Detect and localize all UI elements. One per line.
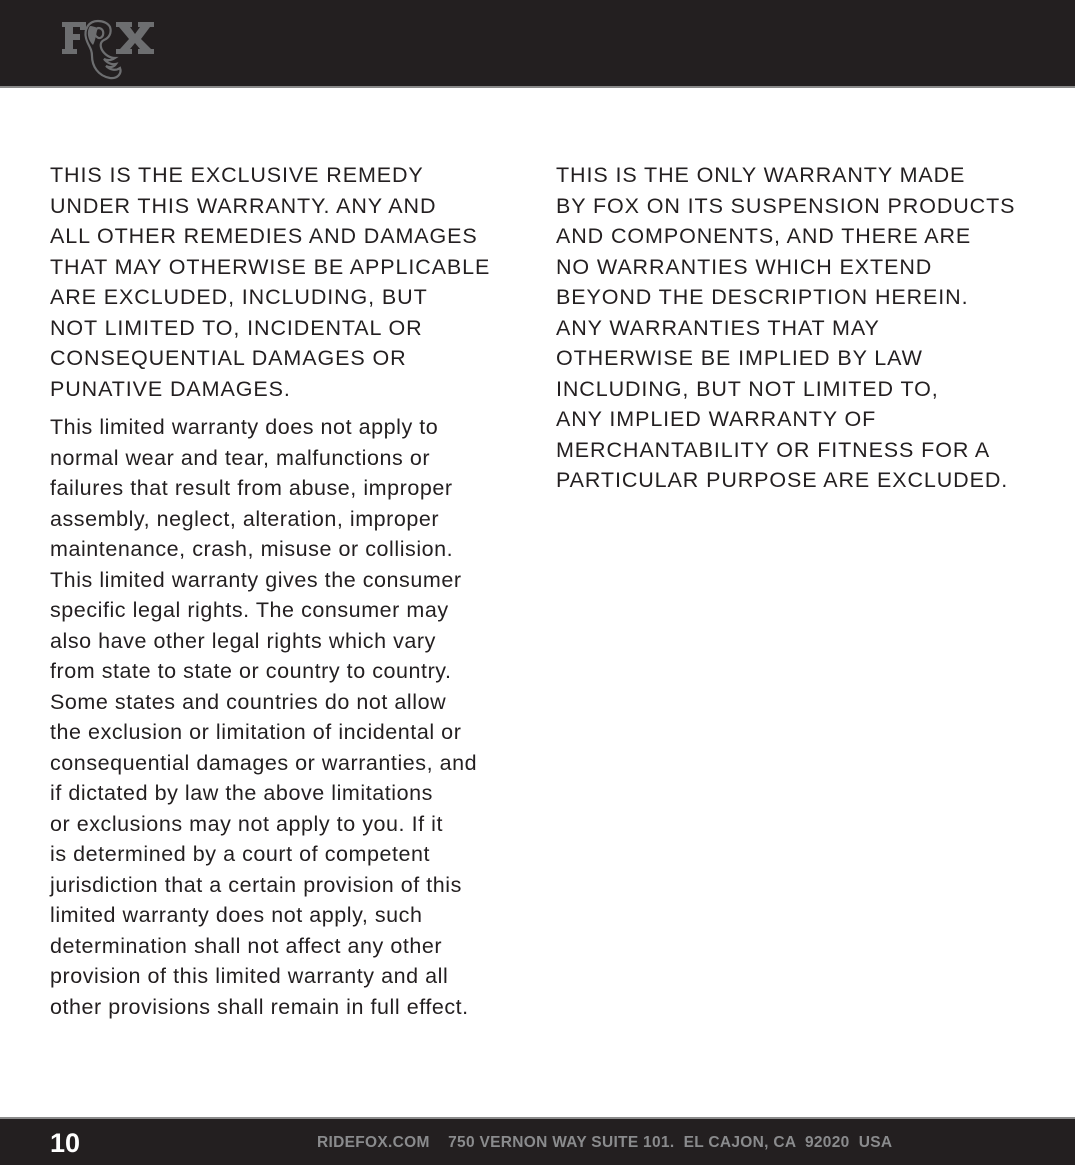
text-line: ARE EXCLUDED, INCLUDING, BUT <box>50 285 428 309</box>
page-number: 10 <box>50 1128 81 1158</box>
text-line: BY FOX ON ITS SUSPENSION PRODUCTS <box>556 193 1016 218</box>
company-address: 750 VERNON WAY SUITE 101. EL CAJON, CA 92020 USA <box>448 1134 893 1151</box>
text-line: PARTICULAR PURPOSE ARE EXCLUDED. <box>556 468 1009 492</box>
text-line: jurisdiction that a certain provision of this <box>50 872 462 897</box>
text-line: CONSEQUENTIAL DAMAGES OR <box>50 346 407 370</box>
text-line: AND COMPONENTS, AND THERE ARE <box>556 224 972 248</box>
text-line: This limited warranty does not apply to <box>50 415 439 439</box>
text-line: ALL OTHER REMEDIES AND DAMAGES <box>50 224 478 248</box>
text-line: Some states and countries do not allow <box>50 689 447 714</box>
website-link[interactable]: RIDEFOX.COM <box>317 1134 430 1151</box>
only-warranty-paragraph <box>556 160 1036 496</box>
text-line: or exclusions may not apply to you. If it <box>50 811 444 836</box>
left-column <box>50 160 530 1022</box>
text-line: THAT MAY OTHERWISE BE APPLICABLE <box>50 254 491 279</box>
text-line: THIS IS THE ONLY WARRANTY MADE <box>556 163 966 187</box>
text-line: consequential damages or warranties, and <box>50 750 478 775</box>
text-line: determination shall not affect any other <box>50 933 443 958</box>
exclusive-remedy-paragraph <box>50 160 530 404</box>
text-line: provision of this limited warranty and all <box>50 964 449 988</box>
text-line: PUNATIVE DAMAGES. <box>50 376 291 401</box>
page-footer <box>0 1117 1075 1165</box>
text-line: also have other legal rights which vary <box>50 628 436 653</box>
text-line: is determined by a court of competent <box>50 842 431 866</box>
text-line: limited warranty does not apply, such <box>50 903 423 927</box>
text-line: maintenance, crash, misuse or collision. <box>50 537 454 561</box>
limited-warranty-paragraph <box>50 412 530 1022</box>
text-line: OTHERWISE BE IMPLIED BY LAW <box>556 346 923 370</box>
page-header <box>0 0 1075 88</box>
text-line: specific legal rights. The consumer may <box>50 598 449 622</box>
right-column <box>556 160 1036 496</box>
text-line: the exclusion or limitation of incidental or <box>50 720 462 744</box>
text-line: failures that result from abuse, improper <box>50 476 453 500</box>
text-line: NOT LIMITED TO, INCIDENTAL OR <box>50 315 423 340</box>
text-line: This limited warranty gives the consumer <box>50 567 462 592</box>
fox-logo-icon <box>60 18 156 80</box>
text-line: MERCHANTABILITY OR FITNESS FOR A <box>556 437 991 462</box>
text-line: BEYOND THE DESCRIPTION HEREIN. <box>556 285 969 309</box>
text-line: ANY IMPLIED WARRANTY OF <box>556 407 877 431</box>
text-line: from state to state or country to country. <box>50 659 452 683</box>
text-line: normal wear and tear, malfunctions or <box>50 445 431 470</box>
text-line: THIS IS THE EXCLUSIVE REMEDY <box>50 163 424 187</box>
footer-contact <box>317 1133 892 1153</box>
text-line: ANY WARRANTIES THAT MAY <box>556 315 880 340</box>
text-line: UNDER THIS WARRANTY. ANY AND <box>50 193 437 218</box>
text-line: other provisions shall remain in full effect. <box>50 994 469 1019</box>
text-line: assembly, neglect, alteration, improper <box>50 506 440 531</box>
text-line: NO WARRANTIES WHICH EXTEND <box>556 254 933 279</box>
text-line: if dictated by law the above limitations <box>50 781 433 805</box>
text-line: INCLUDING, BUT NOT LIMITED TO, <box>556 376 939 401</box>
